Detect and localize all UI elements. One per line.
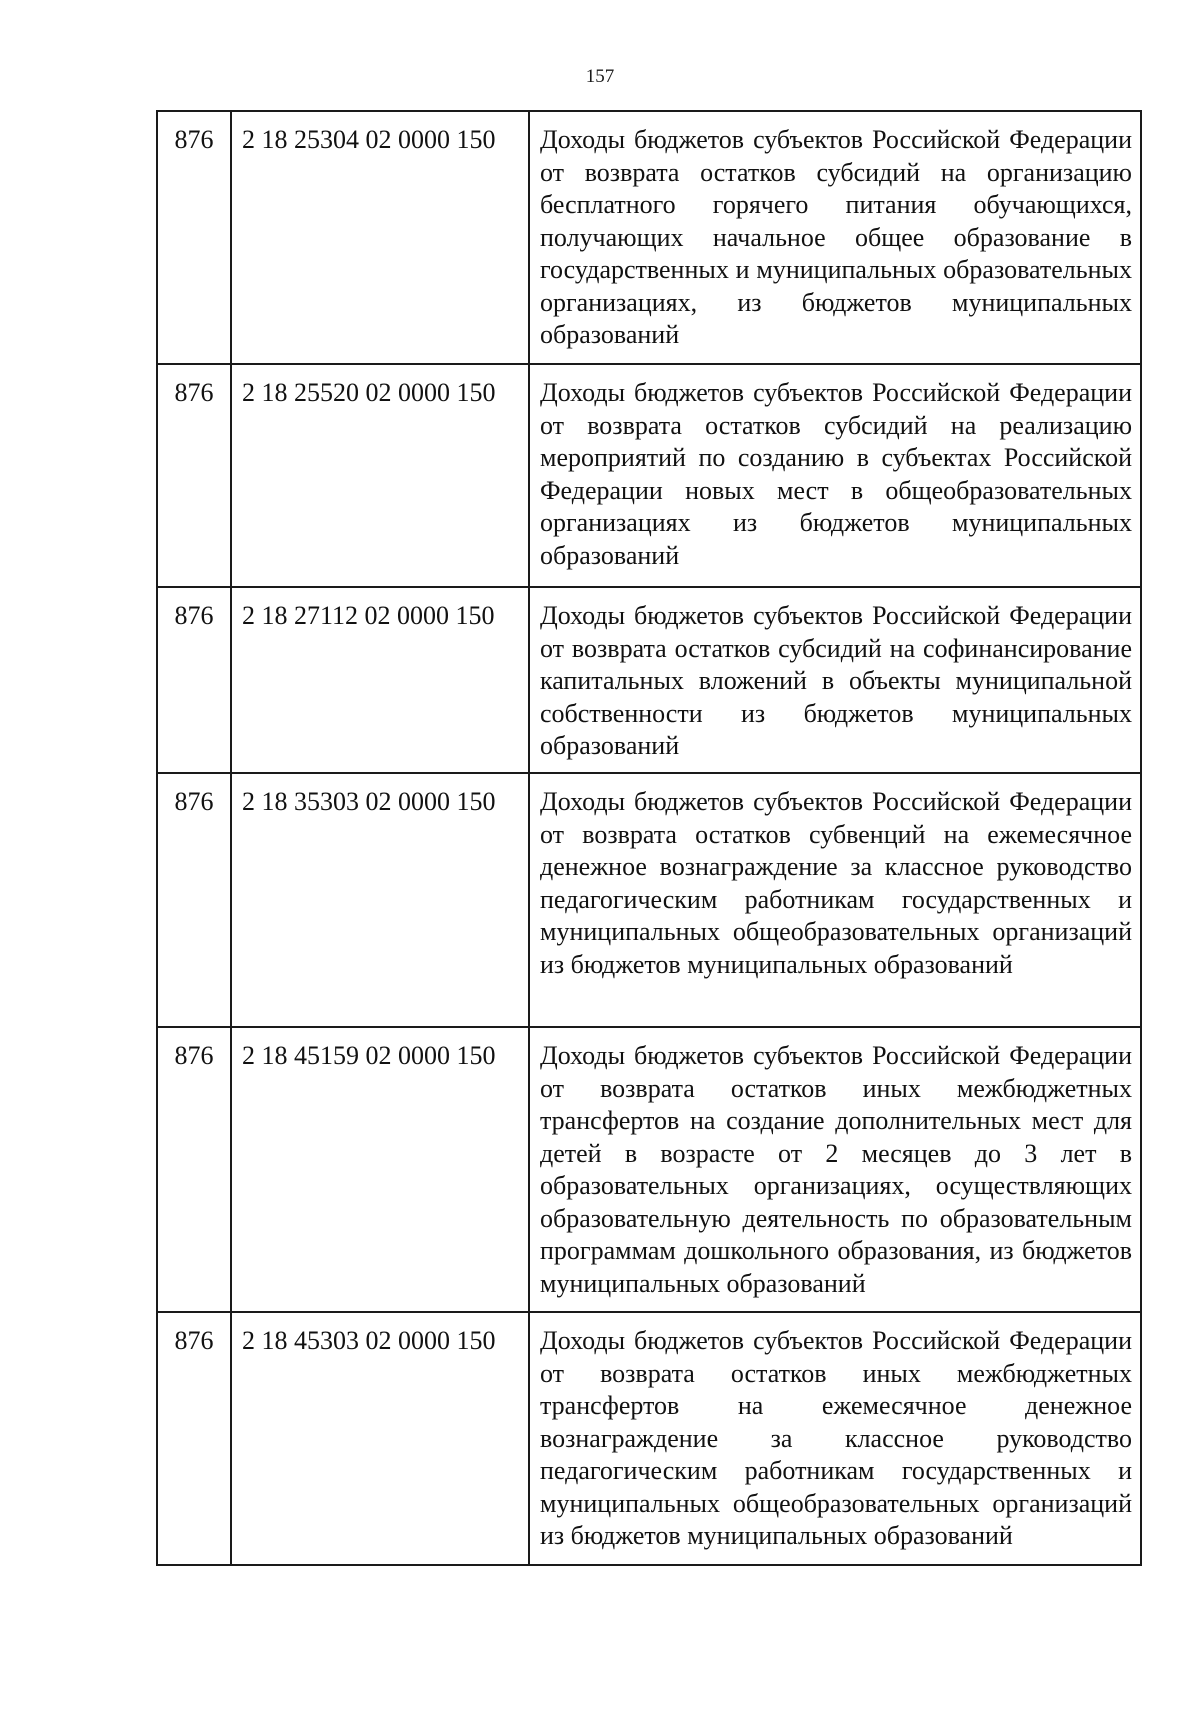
table-row [157,773,1141,1027]
description-cell: Доходы бюджетов субъектов Российской Федерации от возврата остатков субсидий на реализацию мероприятий по созданию в субъектах Российской Федерации новых мест в общеобразовательных организациях из бюджетов муниципальных образований [529,364,1141,587]
revenue-codes-table [156,110,1142,1566]
table-row [157,1312,1141,1565]
admin-code-cell: 876 [157,773,231,1027]
admin-code-cell: 876 [157,1027,231,1312]
admin-code-cell: 876 [157,587,231,773]
admin-code-cell: 876 [157,1312,231,1565]
description-cell: Доходы бюджетов субъектов Российской Федерации от возврата остатков иных межбюджетных трансфертов на ежемесячное денежное вознаграждение за классное руководство педагогическим работникам государственных и муниципальных общеобразовательных организаций из бюджетов муниципальных образований [529,1312,1141,1565]
table-row [157,1027,1141,1312]
budget-code-cell: 2 18 27112 02 0000 150 [231,587,529,773]
budget-code-cell: 2 18 35303 02 0000 150 [231,773,529,1027]
description-cell: Доходы бюджетов субъектов Российской Федерации от возврата остатков субсидий на организацию бесплатного горячего питания обучающихся, получающих начальное общее образование в государственных и муниципальных образовательных организациях, из бюджетов муниципальных образований [529,111,1141,364]
admin-code-cell: 876 [157,364,231,587]
table-row [157,364,1141,587]
table-row [157,587,1141,773]
budget-code-cell: 2 18 45159 02 0000 150 [231,1027,529,1312]
budget-code-cell: 2 18 45303 02 0000 150 [231,1312,529,1565]
description-cell: Доходы бюджетов субъектов Российской Федерации от возврата остатков субсидий на софинансирование капитальных вложений в объекты муниципальной собственности из бюджетов муниципальных образований [529,587,1141,773]
description-cell: Доходы бюджетов субъектов Российской Федерации от возврата остатков иных межбюджетных трансфертов на создание дополнительных мест для детей в возрасте от 2 месяцев до 3 лет в образовательных организациях, осуществляющих образовательную деятельность по образовательным программам дошкольного образования, из бюджетов муниципальных образований [529,1027,1141,1312]
description-cell: Доходы бюджетов субъектов Российской Федерации от возврата остатков субвенций на ежемесячное денежное вознаграждение за классное руководство педагогическим работникам государственных и муниципальных общеобразовательных организаций из бюджетов муниципальных образований [529,773,1141,1027]
table-row [157,111,1141,364]
budget-code-cell: 2 18 25304 02 0000 150 [231,111,529,364]
budget-code-cell: 2 18 25520 02 0000 150 [231,364,529,587]
admin-code-cell: 876 [157,111,231,364]
page-number: 157 [585,66,615,87]
